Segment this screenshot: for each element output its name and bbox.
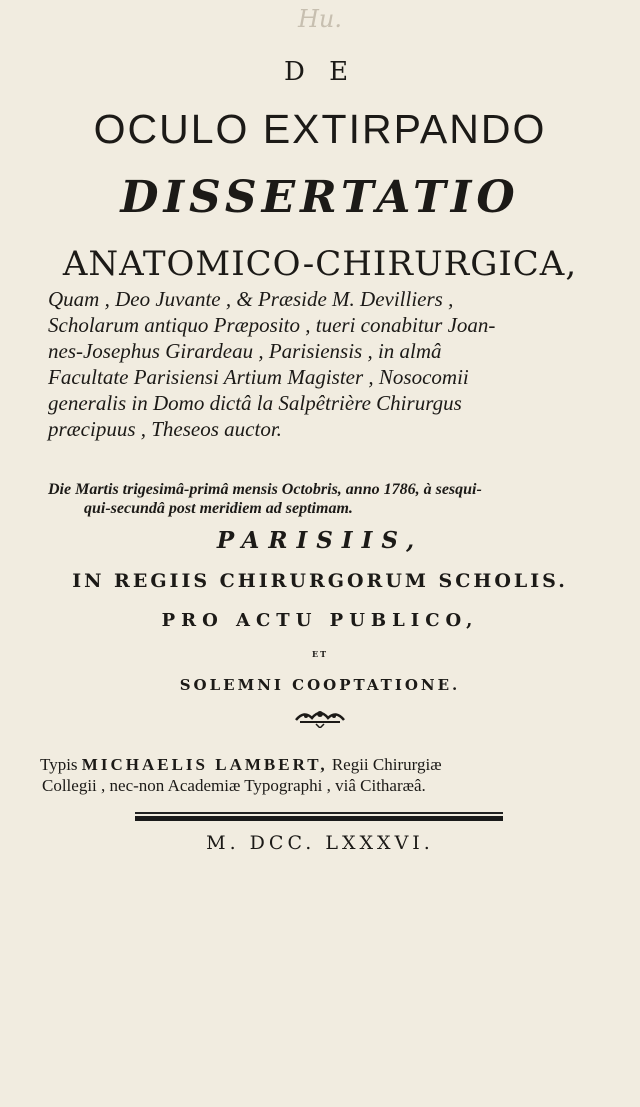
imprint-line-1 <box>40 754 600 775</box>
dedication-line: præcipuus , Thesеos auctor. <box>48 417 282 441</box>
dedication-line: Quam , Deo Juvante , & Præside M. Devilliers , <box>48 287 454 311</box>
date-paragraph <box>48 480 608 518</box>
thick-rule-divider <box>135 816 503 821</box>
printer-imprint <box>40 754 600 796</box>
handwritten-mark: Hu. <box>297 5 342 33</box>
imprint-line-2: Collegii , nec-non Academiæ Typographi , viâ Citharæâ. <box>42 776 426 795</box>
date-line: qui-secundâ post meridiem ad septimam. <box>84 500 353 517</box>
dedication-line: Facultate Parisiensi Artium Magister , Nosocomii <box>48 365 469 389</box>
place-parisiis: PARISIIS, <box>216 527 424 554</box>
imprint-regii: Regii Chirurgiæ <box>331 755 442 774</box>
heading-dissertatio: DISSERTATIO <box>120 172 520 223</box>
in-regiis-line: IN REGIIS CHIRURGORUM SCHOLIS. <box>72 570 568 592</box>
pro-actu-line: PRO ACTU PUBLICO, <box>161 610 479 631</box>
date-line: Die Martis trigesimâ-primâ mensis Octobris, anno 1786, à sesquі- <box>48 481 482 498</box>
publication-year: M. DCC. LXXXVI. <box>206 832 434 854</box>
dedication-paragraph <box>48 286 608 442</box>
imprint-typis: Typis <box>40 755 78 774</box>
dedication-line: nes-Josephus Girardeau , Parisiensis , in almâ <box>48 339 442 363</box>
solemni-line: SOLEMNI COOPTATIONE. <box>179 676 461 694</box>
et-line: ET <box>311 649 329 659</box>
heading-anatomico-chirurgica: ANATOMICO-CHIRURGICA, <box>62 244 578 284</box>
heading-de: D E <box>283 57 357 87</box>
heading-oculo-extirpando: OCULO EXTIRPANDO <box>93 106 547 152</box>
dedication-line: generalis in Domo dictâ la Salpêtrière Chirurgus <box>48 391 462 415</box>
printer-name: MICHAELIS LAMBERT, <box>81 755 328 774</box>
printer-ornament-icon <box>290 706 350 728</box>
thin-rule-divider <box>135 812 503 814</box>
dedication-line: Scholarum antiquo Præposito , tueri conabitur Joan- <box>48 313 496 337</box>
